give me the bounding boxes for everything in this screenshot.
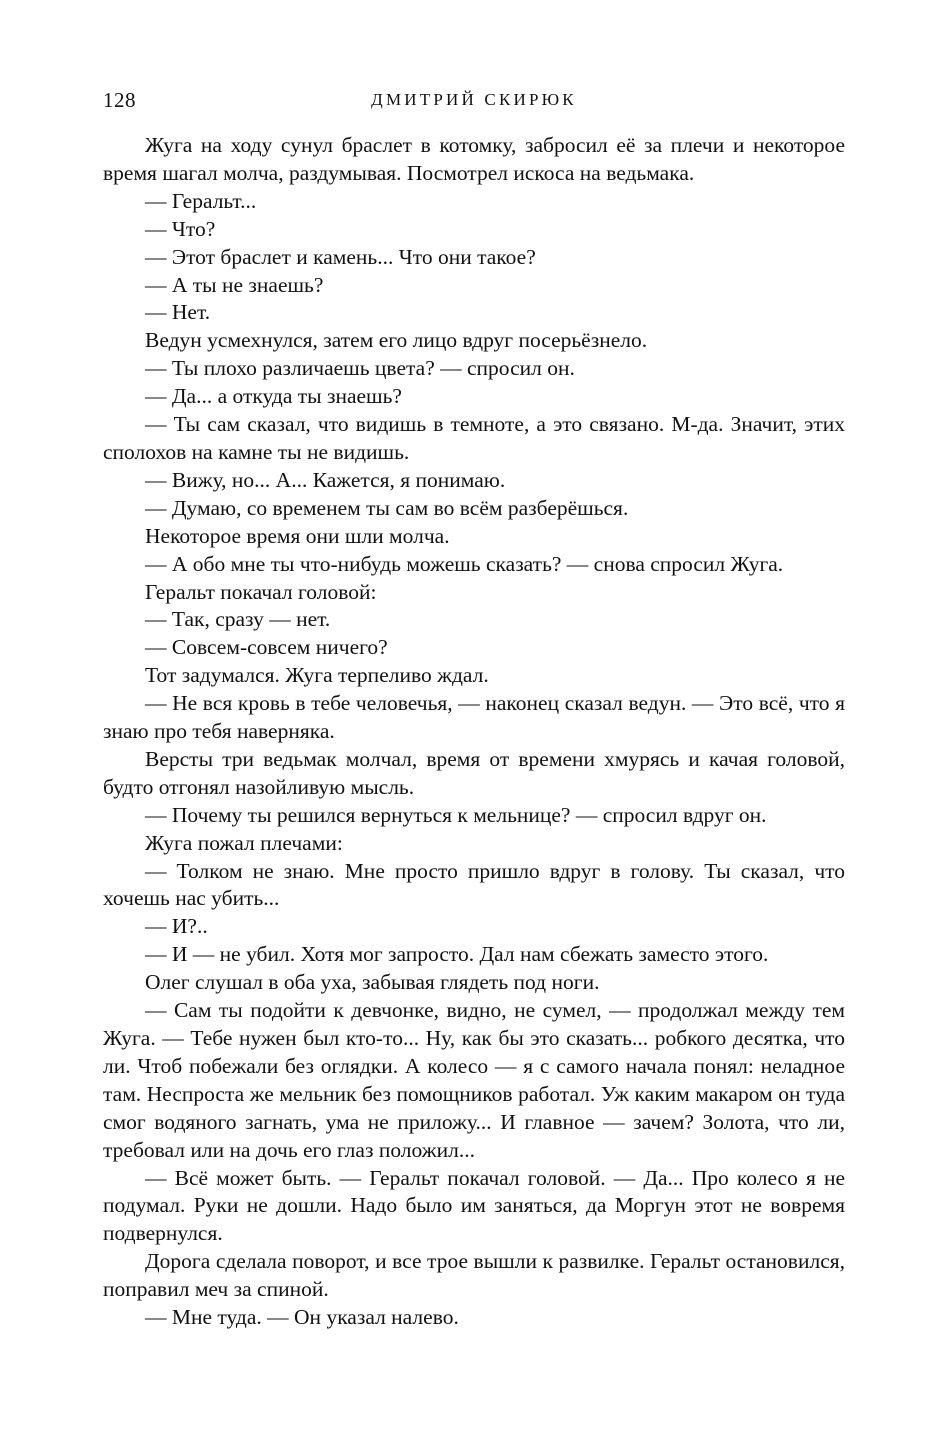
paragraph: — Так, сразу — нет. [145,607,331,632]
paragraph: Геральт покачал головой: [145,579,377,604]
paragraph: — Думаю, со временем ты сам во всём разберёшься. [145,495,629,520]
paragraph: — Совсем-совсем ничего? [145,635,388,660]
paragraph: — Да... а откуда ты знаешь? [145,384,402,409]
paragraph: — Нет. [145,300,211,325]
paragraph: — Ты сам сказал, что видишь в темноте, а это связано. М-да. Значит, этих сполохов на камне ты не видишь. [103,412,845,464]
paragraph: — И?.. [145,914,208,939]
paragraph: Олег слушал в оба уха, забывая глядеть под ноги. [145,970,600,995]
paragraph: — Почему ты решился вернуться к мельнице? — спросил вдруг он. [145,802,767,827]
paragraph: — И — не убил. Хотя мог запросто. Дал нам сбежать заместо этого. [145,942,769,967]
paragraph: Ведун усмехнулся, затем его лицо вдруг посерьёзнело. [145,328,648,353]
paragraph: — Ты плохо различаешь цвета? — спросил он. [145,356,575,381]
paragraph: — Этот браслет и камень... Что они такое? [145,244,536,269]
paragraph: Некоторое время они шли молча. [145,523,450,548]
paragraph: — Геральт... [145,188,257,213]
paragraph: Тот задумался. Жуга терпеливо ждал. [145,663,489,688]
paragraph: Дорога сделала поворот, и все трое вышли к развилке. Геральт остановился, поправил меч за спиной. [103,1249,845,1302]
paragraph: — Не вся кровь в тебе человечья, — наконец сказал ведун. — Это всё, что я знаю про тебя наверняка. [103,691,845,744]
paragraph: Жуга на ходу сунул браслет в котомку, забросил её за плечи и некоторое время шагал молча, раздумывая. Посмотрел искоса на ведьмака. [103,133,845,185]
paragraph: — Мне туда. — Он указал налево. [145,1305,459,1330]
paragraph: Версты три ведьмак молчал, время от времени хмурясь и качая головой, будто отгонял назойливую мысль. [103,746,845,799]
paragraph: — Что? [145,216,216,241]
paragraph: Жуга пожал плечами: [145,830,343,855]
paragraph: — Толком не знаю. Мне просто пришло вдруг в голову. Ты сказал, что хочешь нас убить... [103,858,845,911]
paragraph: — А обо мне ты что-нибудь можешь сказать? — снова спросил Жуга. [145,551,784,576]
page-header [103,88,845,118]
running-head-author: ДМИТРИЙ СКИРЮК [371,90,577,109]
page-number: 128 [103,88,136,112]
body-text [103,132,845,1332]
paragraph: — А ты не знаешь? [145,272,324,297]
paragraph: — Вижу, но... А... Кажется, я понимаю. [145,467,506,492]
paragraph: — Сам ты подойти к девчонке, видно, не сумел, — продолжал между тем Жуга. — Тебе нужен был кто-то... Ну, как бы это сказать... робкого десятка, что ли. Чтоб побежали без оглядки. А колесо — я с самого начала понял: неладное там. Неспроста же мельник без помощников работал. Уж каким макаром он туда смог водяного загнать, ума не приложу... И главное — зачем? Золота, что ли, требовал или на дочь его глаз положил... [103,998,845,1162]
paragraph: — Всё может быть. — Геральт покачал головой. — Да... Про колесо я не подумал. Руки не дошли. Надо было им заняться, да Моргун этот не вовремя подвернулся. [103,1165,845,1246]
